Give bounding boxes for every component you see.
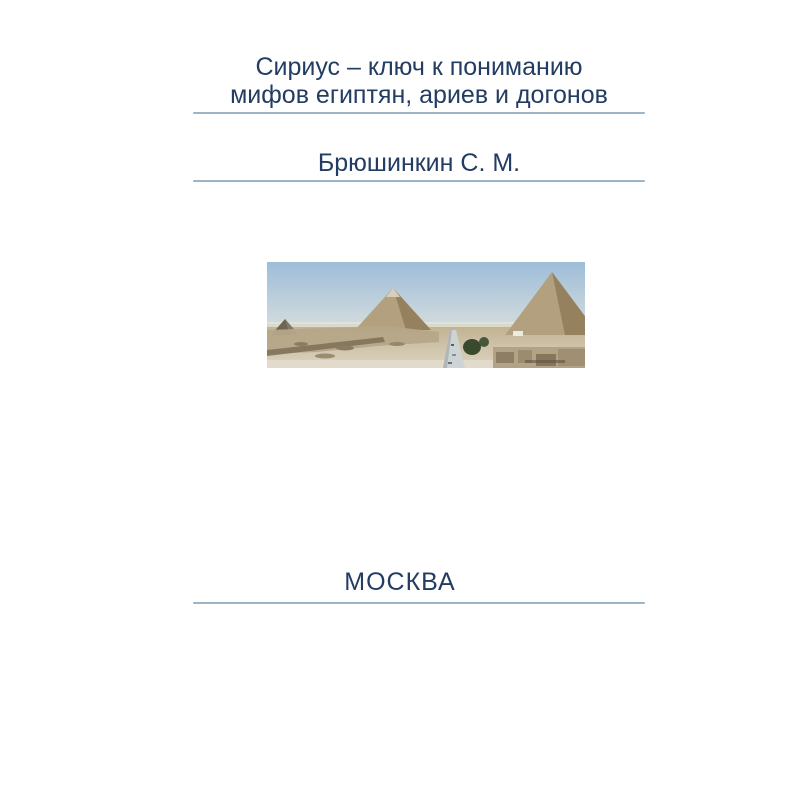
building <box>496 352 514 363</box>
tree <box>479 337 489 347</box>
book-title <box>193 53 645 109</box>
book-title-line1: Сириус – ключ к пониманию <box>255 53 583 81</box>
city-divider <box>193 602 645 604</box>
rocks <box>389 342 405 346</box>
author-name: Брюшинкин С. М. <box>317 149 521 177</box>
book-title-line2: мифов египтян, ариев и догонов <box>230 81 608 109</box>
publication-city: МОСКВА <box>344 568 456 596</box>
building <box>558 349 585 366</box>
giza-pyramids-photo <box>267 262 585 368</box>
vehicle <box>448 362 452 364</box>
rocks <box>336 346 354 351</box>
rocks <box>315 354 335 359</box>
vehicle <box>452 354 456 356</box>
rocks <box>294 342 308 346</box>
tree <box>463 339 481 355</box>
vehicle <box>451 344 454 346</box>
white-building <box>513 331 523 336</box>
title-divider <box>193 112 645 114</box>
author-divider <box>193 180 645 182</box>
building-shadow <box>525 360 565 363</box>
